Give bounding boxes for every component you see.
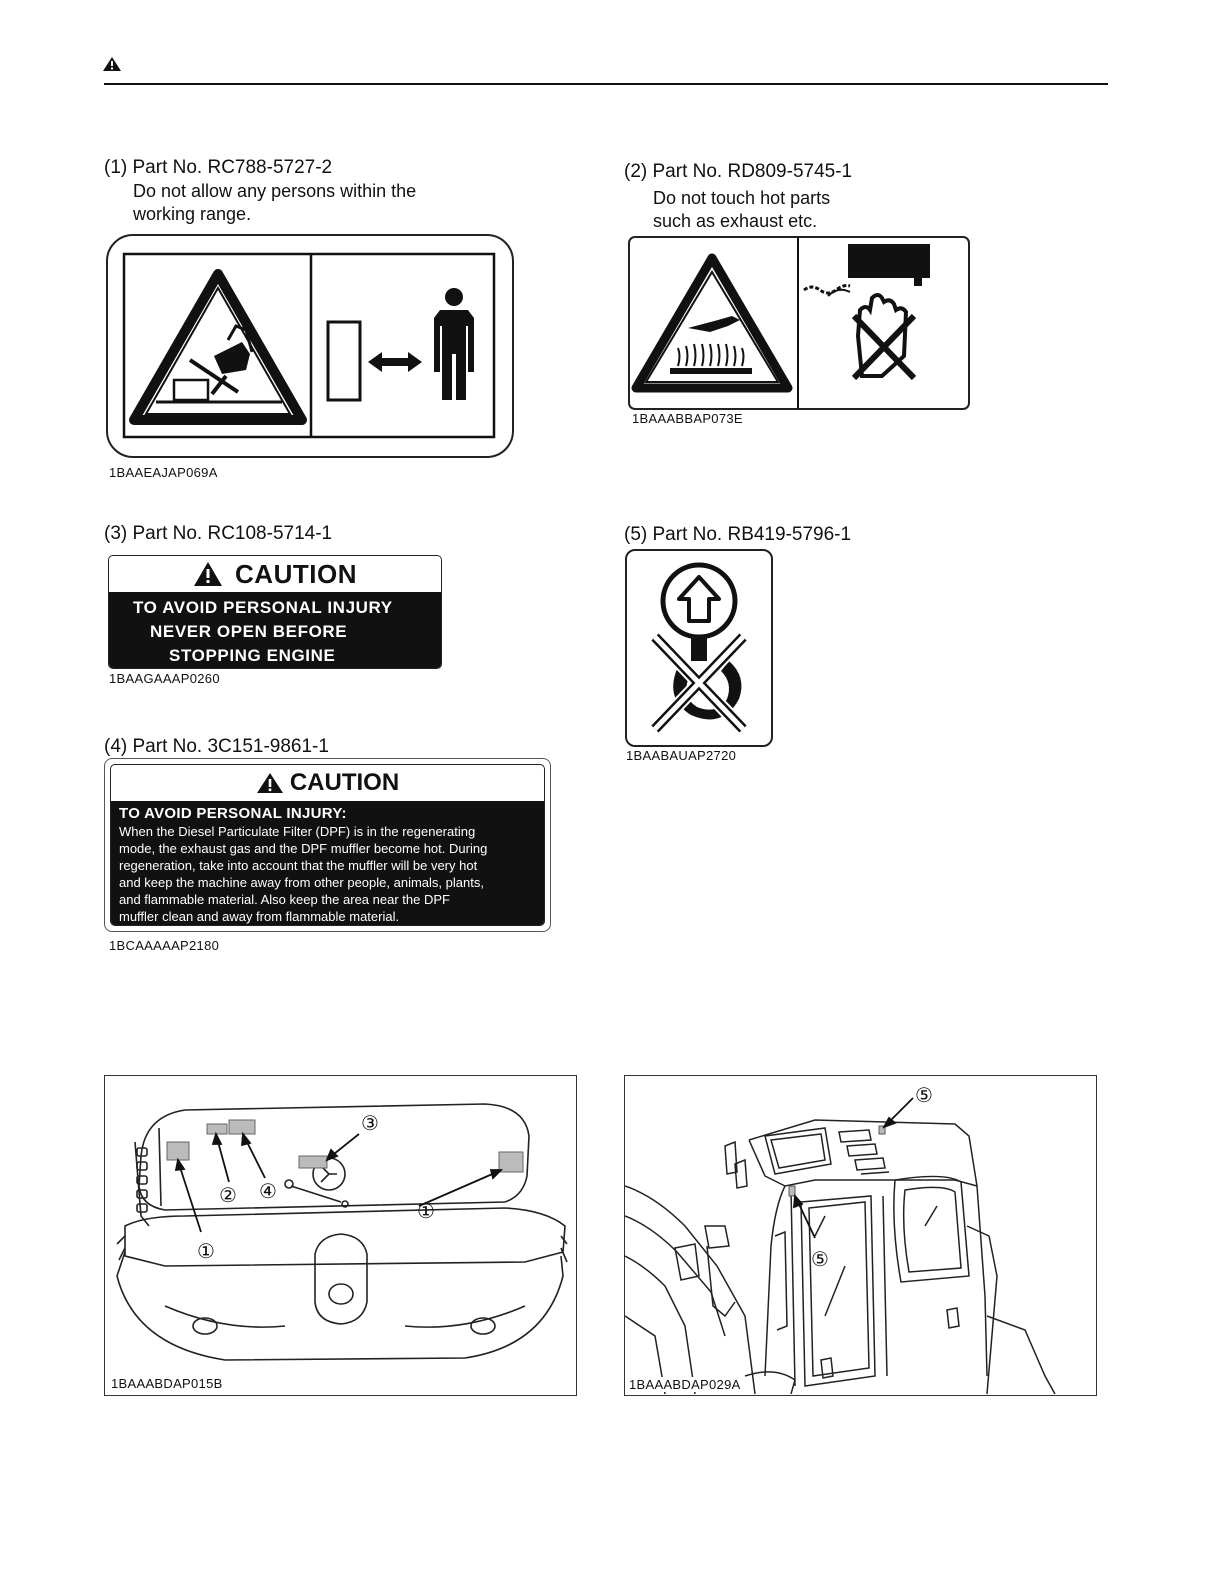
label-2-description bbox=[653, 187, 830, 233]
machine-rear-illustration bbox=[105, 1076, 575, 1394]
caution-decal-4 bbox=[104, 758, 551, 932]
caution-heading: CAUTION bbox=[235, 558, 357, 589]
caution-line: When the Diesel Particulate Filter (DPF) is in the regenerating bbox=[119, 824, 476, 839]
caution-line: muffler clean and away from flammable material. bbox=[119, 909, 400, 924]
label-3-code: 1BAAGAAAP0260 bbox=[109, 671, 220, 686]
caution-line: and keep the machine away from other people, animals, plants, bbox=[119, 875, 484, 890]
decal-marker bbox=[789, 1186, 795, 1196]
rear-view-figure bbox=[104, 1075, 577, 1396]
cab-figure-code: 1BAAABDAP029A bbox=[629, 1377, 741, 1392]
caution-line: and flammable material. Also keep the area near the DPF bbox=[119, 892, 450, 907]
caution-decal-3 bbox=[108, 555, 442, 669]
label-5-code: 1BAABAUAP2720 bbox=[626, 748, 737, 763]
label-1-title: (1) Part No. RC788-5727-2 bbox=[104, 157, 333, 178]
label-4-title: (4) Part No. 3C151-9861-1 bbox=[104, 736, 329, 757]
callout-2: ② bbox=[219, 1185, 237, 1207]
warning-triangle-icon bbox=[256, 772, 284, 794]
caution-subheading: TO AVOID PERSONAL INJURY: bbox=[119, 805, 347, 822]
caution-header bbox=[109, 556, 441, 592]
caution-line: TO AVOID PERSONAL INJURY bbox=[133, 598, 393, 617]
label-2-title: (2) Part No. RD809-5745-1 bbox=[624, 161, 853, 182]
caution-message bbox=[111, 801, 544, 925]
callout-numbers bbox=[197, 1113, 435, 1263]
label-4-code: 1BCAAAAAP2180 bbox=[109, 938, 220, 953]
label-5-decal bbox=[625, 549, 773, 747]
caution-message bbox=[109, 592, 441, 668]
label-2-code: 1BAAABBAP073E bbox=[632, 411, 743, 426]
caution-line: STOPPING ENGINE bbox=[169, 646, 336, 665]
caution-heading: CAUTION bbox=[289, 769, 400, 796]
warning-triangle-icon bbox=[102, 56, 122, 72]
warning-triangle-icon bbox=[193, 561, 223, 587]
label-1-desc-line: working range. bbox=[133, 204, 252, 224]
label-2-desc-line: such as exhaust etc. bbox=[653, 211, 818, 231]
label-1-code: 1BAAEAJAP069A bbox=[109, 465, 218, 480]
caution-line: regeneration, take into account that the muffler will be very hot bbox=[119, 858, 478, 873]
label-1-description bbox=[133, 180, 416, 226]
label-5-title: (5) Part No. RB419-5796-1 bbox=[624, 524, 852, 545]
caution-header bbox=[111, 765, 544, 801]
header-rule bbox=[104, 83, 1108, 85]
callout-5: ⑤ bbox=[915, 1085, 933, 1107]
cab-illustration bbox=[625, 1076, 1095, 1394]
caution-line: mode, the exhaust gas and the DPF muffler become hot. During bbox=[119, 841, 488, 856]
label-2-desc-line: Do not touch hot parts bbox=[653, 188, 831, 208]
rear-figure-code: 1BAAABDAP015B bbox=[111, 1376, 223, 1391]
leader-arrows bbox=[176, 1134, 501, 1232]
label-2-decal bbox=[628, 236, 970, 410]
label-1-decal bbox=[106, 234, 514, 458]
callout-1: ① bbox=[417, 1201, 435, 1223]
caution-line: NEVER OPEN BEFORE bbox=[150, 622, 348, 641]
callout-1: ① bbox=[197, 1241, 215, 1263]
cab-view-figure bbox=[624, 1075, 1097, 1396]
label-1-desc-line: Do not allow any persons within the bbox=[133, 181, 417, 201]
label-3-title: (3) Part No. RC108-5714-1 bbox=[104, 523, 333, 544]
callout-5: ⑤ bbox=[811, 1249, 829, 1271]
callout-3: ③ bbox=[361, 1113, 379, 1135]
callout-4: ④ bbox=[259, 1181, 277, 1203]
